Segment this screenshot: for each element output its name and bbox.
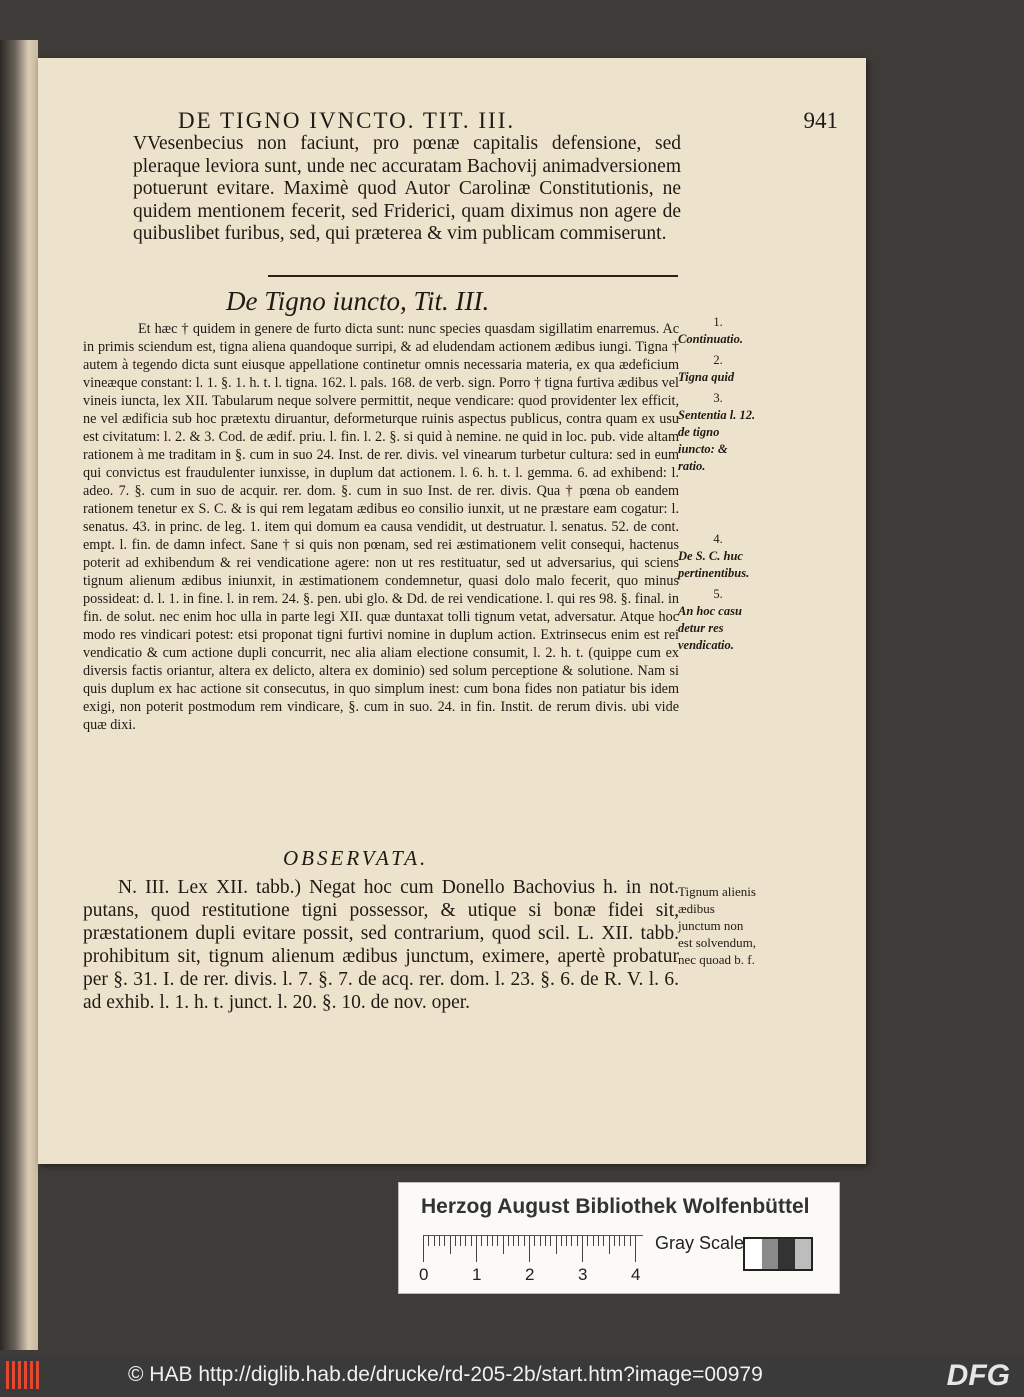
section-title: De Tigno iuncto, Tit. III. (226, 286, 490, 316)
observata-title: OBSERVATA. (283, 846, 429, 870)
scale-tick (561, 1236, 562, 1246)
margin-note (678, 586, 758, 654)
scale-tick (508, 1236, 509, 1246)
scale-tick (455, 1236, 456, 1246)
margin-note-text: Continuatio. (678, 332, 743, 346)
library-label-card (398, 1182, 840, 1294)
scale-tick (450, 1236, 451, 1254)
observata-margin-note: Tignum alienis ædibus junctum non est solvendum, nec quoad b. f. (678, 884, 756, 967)
scale-tick (487, 1236, 488, 1246)
scale-tick (534, 1236, 535, 1246)
library-name: Herzog August Bibliothek Wolfenbüttel (421, 1195, 810, 1218)
scale-tick (603, 1236, 604, 1246)
margin-note (678, 390, 758, 475)
running-title: DE TIGNO IVNCTO. TIT. III. (178, 108, 516, 133)
margin-note-text: Tigna quid (678, 370, 735, 384)
gray-swatch-cell (795, 1239, 812, 1269)
observata-text (83, 876, 679, 1014)
scale-tick (503, 1236, 504, 1254)
page-number: 941 (803, 108, 838, 133)
scale-tick (630, 1236, 631, 1246)
scale-tick (460, 1236, 461, 1246)
gray-swatch-cell (762, 1239, 779, 1269)
margin-note-number: 4. (713, 532, 723, 546)
margin-note (678, 352, 758, 386)
scale-tick (497, 1236, 498, 1246)
scale-tick (439, 1236, 440, 1246)
margin-note (678, 314, 758, 348)
scale-number: 1 (472, 1265, 482, 1284)
gray-swatch-cell (745, 1239, 762, 1269)
gray-scale-swatch (743, 1237, 813, 1271)
dfg-logo: DFG (946, 1359, 1010, 1392)
margin-notes (678, 314, 758, 658)
scale-tick (550, 1236, 551, 1246)
scale-tick (614, 1236, 615, 1246)
margin-note-text: An hoc casu detur res vendicatio. (678, 604, 742, 652)
scale-tick (545, 1236, 546, 1246)
scale-tick (624, 1236, 625, 1246)
scale-tick (492, 1236, 493, 1246)
scale-tick (635, 1236, 636, 1262)
running-header (178, 108, 838, 136)
scale-tick (609, 1236, 610, 1254)
footer-bar (0, 1355, 1024, 1397)
scale-tick (593, 1236, 594, 1246)
gray-swatch-cell (778, 1239, 795, 1269)
scale-tick (476, 1236, 477, 1262)
scale-tick (518, 1236, 519, 1246)
copyright-link[interactable]: © HAB http://diglib.hab.de/drucke/rd-205-2b/start.htm?image=00979 (128, 1363, 763, 1386)
scale-tick (423, 1236, 424, 1262)
margin-note-number: 3. (713, 391, 723, 405)
scale-tick (513, 1236, 514, 1246)
scale-tick (571, 1236, 572, 1246)
scale-tick (529, 1236, 530, 1262)
scale-tick (587, 1236, 588, 1246)
scale-number: 2 (525, 1265, 535, 1284)
margin-note-number: 5. (713, 587, 723, 601)
scale-tick (577, 1236, 578, 1246)
scale-tick (524, 1236, 525, 1246)
scale-tick (582, 1236, 583, 1262)
scale-tick (471, 1236, 472, 1246)
scale-tick (444, 1236, 445, 1246)
scale-tick (428, 1236, 429, 1246)
gray-scale-label: Gray Scale (655, 1233, 745, 1253)
scale-number: 3 (578, 1265, 588, 1284)
intro-paragraph: VVesenbecius non faciunt, pro pœnæ capitalis defensione, sed pleraque leviora sunt, unde nec accuratam Bachovij animadversionem potuerunt evitare. Maximè quod Autor Carolinæ Constitutionis, ne quidem mentionem fecerit, sed Friderici, quam diximus non agere de quibuslibet furibus, sed, qui præterea & vim publicam commiserunt. (133, 133, 681, 244)
scale-tick (619, 1236, 620, 1246)
section-divider (268, 275, 678, 277)
body-paragraph: Et hæc † quidem in genere de furto dicta sunt: nunc species quasdam sigillatim enarremus. Ac in primis sciendum est, tigna aliena quandoque surripi, & ad eludendam actionem ædibus iungi. Tigna † autem à tegendo dicta sunt eiusque appellatione continetur omnis necessaria materia, ex qua ædeficium vineæque constant: l. 1. §. 1. h. t. l. tigna. 162. l. pals. 168. de verb. sign. Porro † tigna furtiva ædibus vel vineis iuncta, lex XII. Tabularum neque solvere permittit, neque vendicare: quod providenter lex efficit, ne vel ædificia sub hoc prætextu diruantur, deformeturque ruinis aspectus publicus, contra quam ex usu est civitatum: l. 2. & 3. Cod. de ædif. priu. l. fin. l. 2. §. si quid à nemine. ne quid in loc. pub. vide altam rationem à me traditam in §. cum in suo 24. Inst. de rer. divis. vel vinearum turbetur cultura: sed in eum qui convictus est fraudulenter iunxisse, in duplum dat actionem. l. 6. h. t. l. gemma. 6. ad exhibend: l. adeo. 7. §. cum in suo de acquir. rer. dom. §. cum in suo Inst. de rer. divis. Qua † pœna ob eandem rationem tenetur ex S. C. & is qui rem legatam ædibus eo consilio iunxit, ut ne præstare eam cogatur: l. senatus. 43. in princ. de leg. 1. item qui domum ea causa vendidit, ut destruatur. l. senatus. 52. de cont. empt. l. fin. de damn infect. Sane † si quis non pœnam, sed rei æstimationem velit consequi, hactenus poterit ad exhibendum & rei vendicatione agere: non ut res restituatur, sed ut adversarius, qui sciens tignum alienum ædibus iniunxit, in æstimationem condemnetur, quasi dolo malo fecerit, quo minus possideat: d. l. 1. in fine. l. in rem. 24. §. pen. ubi glo. & Dd. de rei vendicatione. l. qui res 98. §. final. in fin. de solut. nec enim hoc ulla in parte legi XII. quæ duntaxat tolli tignum vetat, adversatur. Atque hoc modo res vindicari potest: etsi proponat tigni furtivi nomine in duplum action. Extrinsecus enim est rei vendicatio & cum actione dupli concurrit, nec alia aliam electione consumit, l. 2. h. t. (quippe cum ex diversis factis oriantur, altera ex delicto, altera ex dominio) sed solum perceptione & solutione. Nam si quis duplum ex hac actione sit consecutus, in quo simplum inest: cum bona fides non patiatur bis idem exigi, non poterit postmodum rem vindicare, §. cum in suo. 24. in fin. Instit. de rerum divis. ubi vide quæ dixi. (83, 321, 679, 733)
margin-note (678, 531, 758, 582)
scale-tick (556, 1236, 557, 1254)
scale-number: 0 (419, 1265, 429, 1284)
observata-paragraph: N. III. Lex XII. tabb.) Negat hoc cum Donello Bachovius h. in not. putans, quod restitutione tigni possessor, & utique si bonæ fidei sit, præstationem dupli evitare possit, sed contrarium, quod scil. L. XII. tabb. prohibitum sit, tignum alienum ædibus junctum, eximere, apertè probatur per §. 31. I. de rer. divis. l. 7. §. 7. de acq. rer. dom. l. 23. §. 6. de R. V. l. 6. ad exhib. l. 1. h. t. junct. l. 20. §. 10. de nov. oper. (83, 877, 679, 1013)
scale-tick (540, 1236, 541, 1246)
scale-tick (465, 1236, 466, 1246)
book-binding-edge (0, 40, 38, 1350)
margin-note-number: 1. (713, 315, 723, 329)
measurement-scale (423, 1235, 643, 1262)
margin-note-number: 2. (713, 353, 723, 367)
scale-tick (481, 1236, 482, 1246)
body-text (83, 320, 679, 734)
margin-note-text: Sententia l. 12. de tigno iuncto: & ratio. (678, 408, 756, 473)
book-page (38, 58, 866, 1164)
scale-number: 4 (631, 1265, 641, 1284)
scale-tick (434, 1236, 435, 1246)
margin-note-text: De S. C. huc pertinentibus. (678, 549, 750, 580)
scale-tick (566, 1236, 567, 1246)
hab-logo-icon (6, 1361, 40, 1389)
scale-tick (598, 1236, 599, 1246)
